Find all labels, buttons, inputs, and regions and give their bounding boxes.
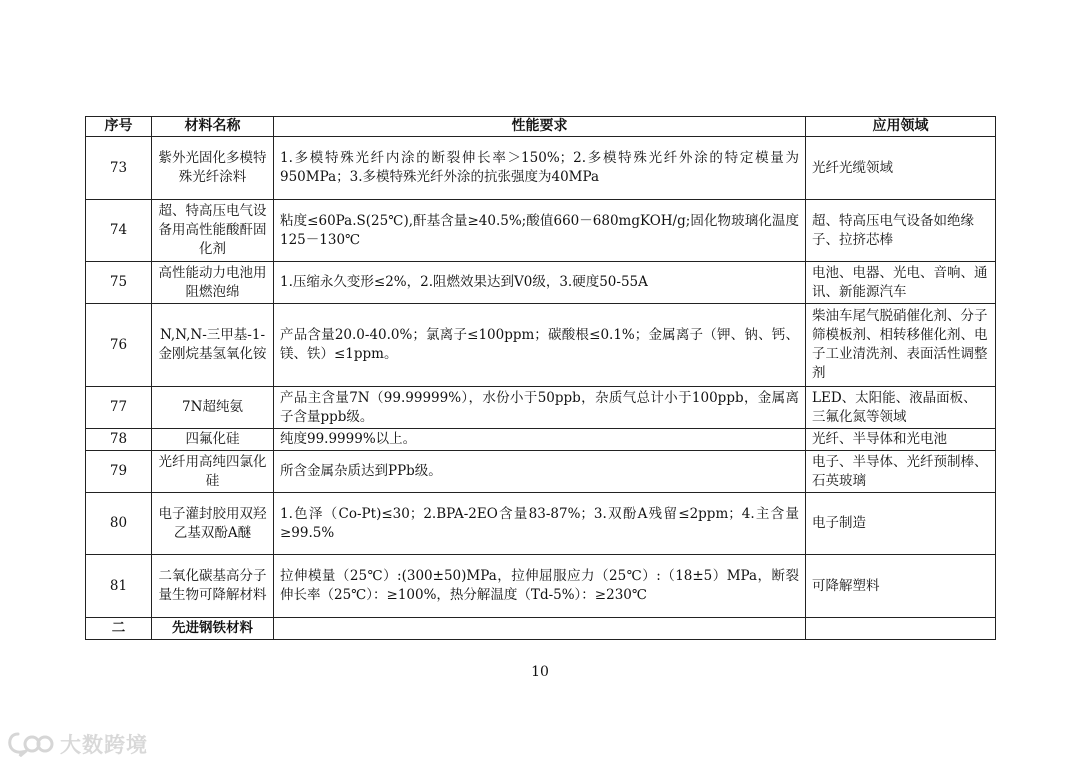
material-name: 高性能动力电池用阻燃泡绵 bbox=[152, 262, 274, 304]
materials-table-container bbox=[85, 116, 995, 640]
section-app-empty bbox=[806, 618, 996, 640]
application-field: 光纤、半导体和光电池 bbox=[806, 429, 996, 451]
application-field: 柴油车尾气脱硝催化剂、分子筛模板剂、相转移催化剂、电子工业清洗剂、表面活性调整剂 bbox=[806, 304, 996, 387]
application-field: LED、太阳能、液晶面板、三氟化氮等领域 bbox=[806, 387, 996, 429]
row-number: 73 bbox=[86, 137, 152, 200]
header-performance-requirements: 性能要求 bbox=[274, 117, 806, 137]
table-row bbox=[86, 429, 996, 451]
material-name: 四氟化硅 bbox=[152, 429, 274, 451]
page-number: 10 bbox=[531, 664, 549, 680]
table-row bbox=[86, 387, 996, 429]
watermark bbox=[8, 729, 148, 759]
table-row bbox=[86, 451, 996, 493]
table-row bbox=[86, 262, 996, 304]
watermark-text: 大数跨境 bbox=[60, 733, 148, 757]
header-serial-number: 序号 bbox=[86, 117, 152, 137]
chat-bubble-logo-icon bbox=[8, 731, 54, 757]
application-field: 电子制造 bbox=[806, 493, 996, 555]
performance-requirement: 产品主含量7N（99.99999%），水份小于50ppb，杂质气总计小于100ppb，金属离子含量ppb级。 bbox=[274, 387, 806, 429]
material-name: 光纤用高纯四氯化硅 bbox=[152, 451, 274, 493]
row-number: 79 bbox=[86, 451, 152, 493]
performance-requirement: 产品含量20.0-40.0%；氯离子≤100ppm；碳酸根≤0.1%；金属离子（钾、钠、钙、镁、铁）≤1ppm。 bbox=[274, 304, 806, 387]
header-application-field: 应用领域 bbox=[806, 117, 996, 137]
performance-requirement: 1.色泽（Co-Pt)≤30；2.BPA-2EO含量83-87%；3.双酚A残留≤2ppm；4.主含量≥99.5% bbox=[274, 493, 806, 555]
application-field: 光纤光缆领域 bbox=[806, 137, 996, 200]
table-row bbox=[86, 137, 996, 200]
materials-table bbox=[85, 116, 996, 640]
row-number: 78 bbox=[86, 429, 152, 451]
row-number: 75 bbox=[86, 262, 152, 304]
table-row bbox=[86, 555, 996, 618]
application-field: 超、特高压电气设备如绝缘子、拉挤芯棒 bbox=[806, 200, 996, 262]
performance-requirement: 1.多模特殊光纤内涂的断裂伸长率＞150%；2.多模特殊光纤外涂的特定模量为950MPa；3.多模特殊光纤外涂的抗张强度为40MPa bbox=[274, 137, 806, 200]
performance-requirement: 拉伸模量（25℃）:(300±50)MPa，拉伸屈服应力（25℃）:（18±5）MPa，断裂伸长率（25℃）：≥100%，热分解温度（Td-5%）：≥230℃ bbox=[274, 555, 806, 618]
header-material-name: 材料名称 bbox=[152, 117, 274, 137]
row-number: 81 bbox=[86, 555, 152, 618]
section-header-row bbox=[86, 618, 996, 640]
application-field: 可降解塑料 bbox=[806, 555, 996, 618]
application-field: 电池、电器、光电、音响、通讯、新能源汽车 bbox=[806, 262, 996, 304]
material-name: 二氧化碳基高分子量生物可降解材料 bbox=[152, 555, 274, 618]
section-perf-empty bbox=[274, 618, 806, 640]
row-number: 74 bbox=[86, 200, 152, 262]
table-row bbox=[86, 493, 996, 555]
row-number: 77 bbox=[86, 387, 152, 429]
material-name: 电子灌封胶用双羟乙基双酚A醚 bbox=[152, 493, 274, 555]
row-number: 80 bbox=[86, 493, 152, 555]
row-number: 76 bbox=[86, 304, 152, 387]
application-field: 电子、半导体、光纤预制棒、石英玻璃 bbox=[806, 451, 996, 493]
material-name: N,N,N-三甲基-1-金刚烷基氢氧化铵 bbox=[152, 304, 274, 387]
material-name: 超、特高压电气设备用高性能酸酐固化剂 bbox=[152, 200, 274, 262]
table-row bbox=[86, 304, 996, 387]
performance-requirement: 所含金属杂质达到PPb级。 bbox=[274, 451, 806, 493]
material-name: 7N超纯氨 bbox=[152, 387, 274, 429]
table-row bbox=[86, 200, 996, 262]
performance-requirement: 粘度≤60Pa.S(25℃),酐基含量≥40.5%;酸值660－680mgKOH/g;固化物玻璃化温度125－130℃ bbox=[274, 200, 806, 262]
section-title: 先进钢铁材料 bbox=[152, 618, 274, 640]
performance-requirement: 1.压缩永久变形≤2%，2.阻燃效果达到V0级，3.硬度50-55A bbox=[274, 262, 806, 304]
section-number: 二 bbox=[86, 618, 152, 640]
table-header-row bbox=[86, 117, 996, 137]
performance-requirement: 纯度99.9999%以上。 bbox=[274, 429, 806, 451]
material-name: 紫外光固化多模特殊光纤涂料 bbox=[152, 137, 274, 200]
